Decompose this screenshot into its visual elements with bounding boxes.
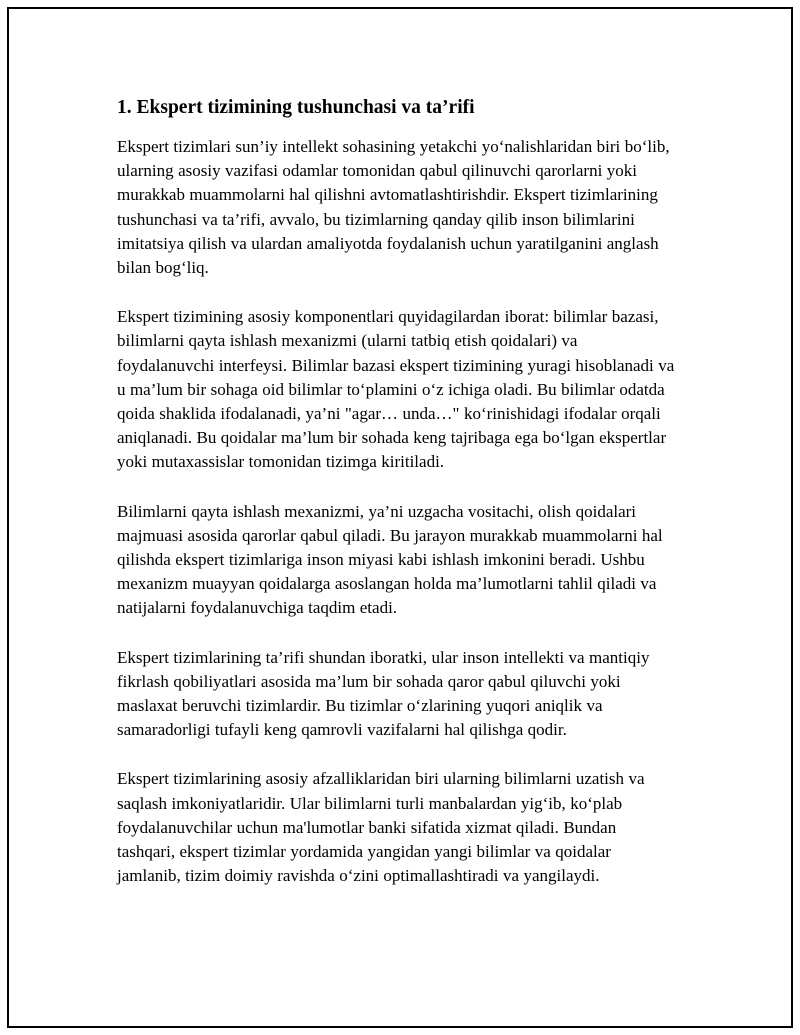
paragraph: Bilimlarni qayta ishlash mexanizmi, ya’ni uzgacha vositachi, olish qoidalari majmuasi asosida qarorlar qabul qiladi. Bu jarayon murakkab muammolarni hal qilishda ekspert tizimlariga inson miyasi kabi ishlash imkonini beradi. Ushbu mexanizm muayyan qoidalarga asoslangan holda ma’lumotlarni tahlil qiladi va natijalarni foydalanuvchiga taqdim etadi. — [117, 501, 663, 618]
document-body — [117, 96, 677, 913]
section-heading: 1. Ekspert tizimining tushunchasi va ta’rifi — [117, 97, 475, 118]
paragraph: Ekspert tizimlarining ta’rifi shundan iboratki, ular inson intellekti va mantiqiy fikrlash qobiliyatlari asosida ma’lum bir sohada qaror qabul qiluvchi yoki maslaxat beruvchi tizimlardir. Bu tizimlar o‘zlarining yuqori aniqlik va samaradorligi tufayli keng qamrovli vazifalarni hal qilishga qodir. — [117, 647, 650, 740]
paragraph: Ekspert tizimining asosiy komponentlari quyidagilardan iborat: bilimlar bazasi, bilimlarni qayta ishlash mexanizmi (ularni tatbiq etish qoidalari) va foydalanuvchi interfeysi. Bilimlar bazasi ekspert tizimining yuragi hisoblanadi va u ma’lum bir sohaga oid bilimlar to‘plamini o‘z ichiga oladi. Bu bilimlar odatda qoida shaklida ifodalanadi, ya’ni "agar… unda…" ko‘rinishidagi ifodalar orqali aniqlanadi. Bu qoidalar ma’lum bir sohada keng tajribaga ega bo‘lgan ekspertlar yoki mutaxassislar tomonidan tizimga kiritiladi. — [117, 307, 675, 472]
paragraph: Ekspert tizimlarining asosiy afzalliklaridan biri ularning bilimlarni uzatish va saqlash imkoniyatlaridir. Ular bilimlarni turli manbalardan yig‘ib, ko‘plab foydalanuvchilar uchun ma'lumotlar banki sifatida xizmat qiladi. Bundan tashqari, ekspert tizimlar yordamida yangidan yangi bilimlar va qoidalar jamlanib, tizim doimiy ravishda o‘zini optimallashtiradi va yangilaydi. — [117, 769, 645, 886]
paragraph: Ekspert tizimlari sun’iy intellekt sohasining yetakchi yo‘nalishlaridan biri bo‘lib, ularning asosiy vazifasi odamlar tomonidan qabul qilinuvchi qarorlarni yoki murakkab muammolarni hal qilishni avtomatlashtirishdir. Ekspert tizimlarining tushunchasi va ta’rifi, avvalo, bu tizimlarning qanday qilib inson bilimlarini imitatsiya qilish va ulardan amaliyotda foydalanish uchun yaratilganini anglash bilan bog‘liq. — [117, 137, 670, 278]
